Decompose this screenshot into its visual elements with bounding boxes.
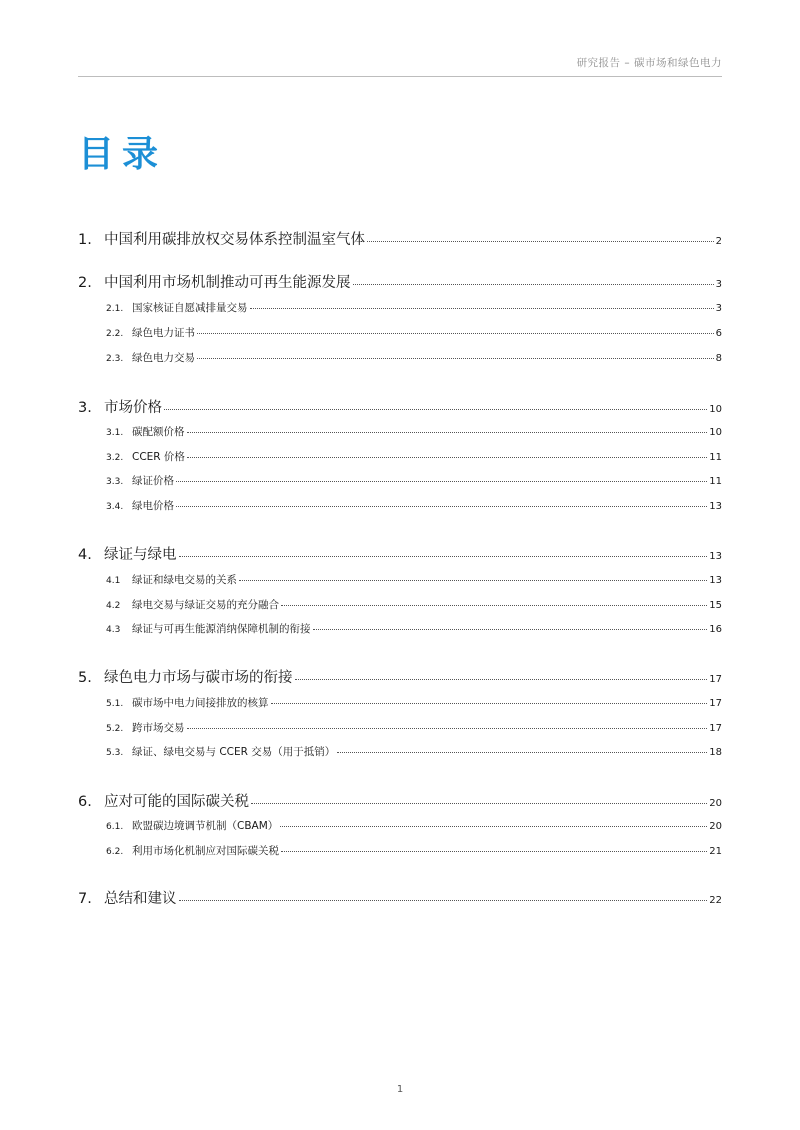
toc-entry-page: 17 xyxy=(709,674,722,685)
toc-entry-number: 2.3. xyxy=(106,354,124,364)
toc-entry-title: 绿色电力市场与碳市场的衔接 xyxy=(104,670,293,686)
toc-leader xyxy=(164,408,707,410)
toc-entry-title: 绿色电力交易 xyxy=(132,352,195,364)
toc-leader xyxy=(280,825,707,827)
toc-leader xyxy=(197,357,714,359)
toc-entry-title: 绿电交易与绿证交易的充分融合 xyxy=(132,599,279,611)
toc-leader xyxy=(176,505,707,507)
toc-entry-number: 5. xyxy=(78,670,92,686)
toc-entry-number: 2. xyxy=(78,275,92,291)
page-number: 1 xyxy=(396,1084,404,1095)
toc-entry-4-2[interactable] xyxy=(106,597,722,612)
toc-leader xyxy=(281,850,707,852)
toc-entry-number: 4.1 xyxy=(106,576,121,586)
toc-entry-title: 绿证价格 xyxy=(132,475,174,487)
toc-entry-number: 4. xyxy=(78,547,92,563)
toc-entry-page: 17 xyxy=(709,723,722,734)
toc-entry-3-2[interactable] xyxy=(106,449,722,464)
toc-entry-page: 11 xyxy=(709,452,722,463)
toc-entry-title: 中国利用市场机制推动可再生能源发展 xyxy=(104,275,351,291)
toc-entry-number: 2.1. xyxy=(106,304,124,314)
toc-entry-page: 11 xyxy=(709,476,722,487)
toc-entry-6[interactable] xyxy=(78,790,722,811)
toc-entry-page: 16 xyxy=(709,624,722,635)
toc-entry-2[interactable] xyxy=(78,271,722,292)
toc-entry-page: 20 xyxy=(709,798,722,809)
toc-entry-3-1[interactable] xyxy=(106,424,722,439)
toc-entry-5-3[interactable] xyxy=(106,744,722,759)
toc-entry-page: 15 xyxy=(709,600,722,611)
toc-entry-title: 欧盟碳边境调节机制（CBAM） xyxy=(132,820,279,832)
toc-entry-number: 5.3. xyxy=(106,748,124,758)
toc-entry-page: 13 xyxy=(709,501,722,512)
toc-entry-2-1[interactable] xyxy=(106,300,722,315)
toc-entry-4-1[interactable] xyxy=(106,572,722,587)
toc-leader xyxy=(281,604,707,606)
toc-entry-title: 跨市场交易 xyxy=(132,722,185,734)
toc-leader xyxy=(251,802,707,804)
toc-entry-number: 6.2. xyxy=(106,847,124,857)
toc-entry-7[interactable] xyxy=(78,887,722,908)
toc-leader xyxy=(337,751,707,753)
toc-entry-6-1[interactable] xyxy=(106,818,722,833)
toc-entry-3-4[interactable] xyxy=(106,498,722,513)
toc-entry-page: 18 xyxy=(709,747,722,758)
toc-entry-title: 绿证、绿电交易与 CCER 交易（用于抵销） xyxy=(132,746,336,758)
toc-leader xyxy=(271,702,708,704)
toc-entry-page: 22 xyxy=(709,895,722,906)
toc-entry-number: 3.1. xyxy=(106,428,124,438)
toc-entry-number: 3.3. xyxy=(106,477,124,487)
toc-entry-2-3[interactable] xyxy=(106,350,722,365)
toc-entry-title: 市场价格 xyxy=(104,400,162,416)
toc-entry-page: 21 xyxy=(709,846,722,857)
toc-entry-3[interactable] xyxy=(78,396,722,417)
toc-entry-number: 2.2. xyxy=(106,329,124,339)
toc-leader xyxy=(197,332,714,334)
toc-leader xyxy=(239,579,707,581)
toc-entry-title: 绿证和绿电交易的关系 xyxy=(132,574,237,586)
toc-entry-title: CCER 价格 xyxy=(132,451,185,463)
toc-leader xyxy=(353,283,714,285)
toc-leader xyxy=(179,899,708,901)
toc-entry-title: 碳市场中电力间接排放的核算 xyxy=(132,697,269,709)
toc-entry-page: 6 xyxy=(715,328,722,339)
toc-entry-title: 绿证与可再生能源消纳保障机制的衔接 xyxy=(132,623,311,635)
toc-leader xyxy=(250,307,714,309)
toc-entry-4[interactable] xyxy=(78,543,722,564)
toc-entry-title: 国家核证自愿减排量交易 xyxy=(132,302,248,314)
toc-leader xyxy=(295,678,708,680)
toc-entry-title: 绿证与绿电 xyxy=(104,547,177,563)
toc-entry-1[interactable] xyxy=(78,228,722,249)
toc-entry-page: 3 xyxy=(715,303,722,314)
toc-leader xyxy=(187,727,708,729)
toc-entry-number: 7. xyxy=(78,891,92,907)
toc-leader xyxy=(187,431,708,433)
toc-entry-page: 3 xyxy=(715,279,722,290)
toc-entry-page: 10 xyxy=(709,427,722,438)
toc-entry-title: 应对可能的国际碳关税 xyxy=(104,794,249,810)
toc-entry-page: 13 xyxy=(709,551,722,562)
toc-entry-5[interactable] xyxy=(78,666,722,687)
toc-entry-page: 13 xyxy=(709,575,722,586)
toc-entry-4-3[interactable] xyxy=(106,621,722,636)
toc-leader xyxy=(179,555,708,557)
toc-entry-3-3[interactable] xyxy=(106,473,722,488)
toc-entry-title: 总结和建议 xyxy=(104,891,177,907)
toc-entry-number: 5.2. xyxy=(106,724,124,734)
toc-entry-number: 1. xyxy=(78,232,92,248)
toc-leader xyxy=(176,480,707,482)
toc-entry-number: 3. xyxy=(78,400,92,416)
toc-entry-number: 5.1. xyxy=(106,699,124,709)
toc-entry-page: 8 xyxy=(715,353,722,364)
toc-entry-title: 中国利用碳排放权交易体系控制温室气体 xyxy=(104,232,365,248)
header-divider xyxy=(78,76,722,77)
toc-leader xyxy=(187,456,707,458)
toc-entry-2-2[interactable] xyxy=(106,325,722,340)
toc-entry-6-2[interactable] xyxy=(106,843,722,858)
toc-leader xyxy=(313,628,708,630)
toc-entry-5-1[interactable] xyxy=(106,695,722,710)
toc-entry-page: 10 xyxy=(709,404,722,415)
toc-entry-page: 20 xyxy=(709,821,722,832)
toc-entry-title: 绿电价格 xyxy=(132,500,174,512)
toc-entry-number: 6.1. xyxy=(106,822,124,832)
toc-entry-5-2[interactable] xyxy=(106,720,722,735)
toc-entry-number: 4.3 xyxy=(106,625,121,635)
toc-entry-title: 利用市场化机制应对国际碳关税 xyxy=(132,845,279,857)
report-header: 研究报告 – 碳市场和绿色电力 xyxy=(576,57,722,69)
toc-title: 目录 xyxy=(78,134,167,175)
toc-entry-title: 绿色电力证书 xyxy=(132,327,195,339)
toc-entry-page: 17 xyxy=(709,698,722,709)
toc-entry-number: 3.4. xyxy=(106,502,124,512)
toc-entry-number: 6. xyxy=(78,794,92,810)
toc-entry-title: 碳配额价格 xyxy=(132,426,185,438)
toc-entry-number: 4.2 xyxy=(106,601,121,611)
toc-leader xyxy=(367,240,714,242)
toc-entry-number: 3.2. xyxy=(106,453,124,463)
toc-entry-page: 2 xyxy=(715,236,722,247)
